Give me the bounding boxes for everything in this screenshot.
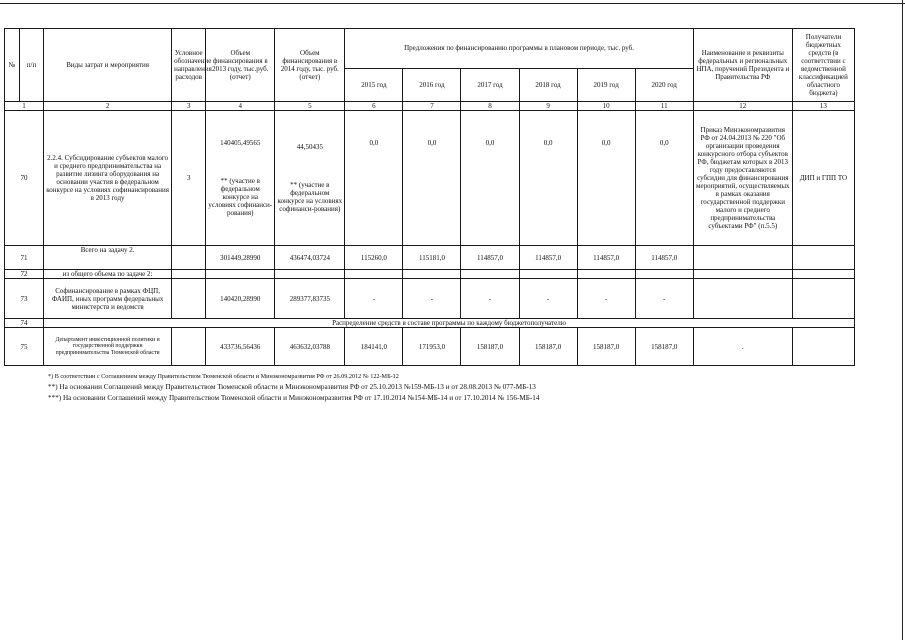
header-year: 2015 год <box>345 69 403 102</box>
year-value: 114857,0 <box>635 246 693 270</box>
empty-cell <box>172 246 206 270</box>
col-number: 4 <box>206 102 275 111</box>
row-number: 71 <box>5 246 44 270</box>
row-number: 72 <box>5 270 44 279</box>
year-value: 158187,0 <box>461 328 519 366</box>
col-number: 12 <box>693 102 792 111</box>
header-cond: Условное обозначение направления расходов <box>172 29 206 102</box>
empty-cell <box>792 246 854 270</box>
table-row <box>5 246 855 270</box>
header-vol2013: Объем финансирования в 2013 году, тыс.руб. (отчет) <box>206 29 275 102</box>
value-2013: 301449,28990 <box>206 246 275 270</box>
row-title: 2.2.4. Субсидирование субъектов малого и среднего предпринимательства на развитие лизинга оборудования на основании участия в федеральном конкурсе на условиях софинансирования в 2013 году <box>44 111 172 246</box>
col-number: 9 <box>519 102 577 111</box>
header-year: 2016 год <box>403 69 461 102</box>
empty-cell <box>172 270 206 279</box>
value-2014: 44,50435 <box>296 142 323 151</box>
year-value: - <box>403 279 461 319</box>
row-cond: 3 <box>172 111 206 246</box>
col-number: 7 <box>403 102 461 111</box>
row-title: Софинансирование в рамках ФЦП, ФАИП, иных программ федеральных министерств и ведомств <box>44 279 172 319</box>
header-year: 2018 год <box>519 69 577 102</box>
year-value: 0,0 <box>461 111 519 246</box>
year-value: - <box>635 279 693 319</box>
npa-reference: Приказ Минэкономразвития РФ от 24.04.2013 № 220 "Об организации проведения конкурсного отбора субъектов РФ, бюджетам которых в 2013 году предоставляются субсидии для финансирования мероприятий, осуществляемых в рамках оказания государственной поддержки малого и среднего предпринимательства субъектами РФ" (п.5.5) <box>693 111 792 246</box>
empty-cell <box>275 270 345 279</box>
table-row <box>5 328 855 366</box>
year-value: 158187,0 <box>635 328 693 366</box>
year-value: 171953,0 <box>403 328 461 366</box>
row-title: из общего объема по задаче 2: <box>44 270 172 279</box>
value-2014: 436474,03724 <box>275 246 345 270</box>
header-row <box>5 29 855 69</box>
footnotes <box>48 371 868 404</box>
header-num: № <box>5 29 20 102</box>
empty-cell <box>519 270 577 279</box>
header-npa: Наименование и реквизиты федеральных и региональных НПА, поручений Президента и Правительства РФ <box>693 29 792 102</box>
header-proposals: Предложения по финансированию программы в плановом периоде, тыс. руб. <box>345 29 693 69</box>
column-numbers-row <box>5 102 855 111</box>
empty-cell <box>792 328 854 366</box>
year-value: 0,0 <box>519 111 577 246</box>
row-title: Департамент инвестиционной политики и государственной поддержки предпринимательства Тюменской области <box>44 328 172 366</box>
year-value: 115260,0 <box>345 246 403 270</box>
empty-cell <box>792 270 854 279</box>
header-pp: п/п <box>20 29 44 102</box>
col-number: 8 <box>461 102 519 111</box>
year-value: 114857,0 <box>461 246 519 270</box>
header-kind: Виды затрат и мероприятия <box>44 29 172 102</box>
year-value: 114857,0 <box>519 246 577 270</box>
empty-cell <box>461 270 519 279</box>
row-v2014 <box>275 111 345 246</box>
col-number: 5 <box>275 102 345 111</box>
col-number: 11 <box>635 102 693 111</box>
header-year: 2019 год <box>577 69 635 102</box>
row-number: 73 <box>5 279 44 319</box>
year-value: 0,0 <box>345 111 403 246</box>
recipient: ДИП и ГПП ТО <box>792 111 854 246</box>
empty-cell <box>172 328 206 366</box>
empty-cell <box>577 270 635 279</box>
col-number: 1 <box>5 102 44 111</box>
empty-cell <box>635 270 693 279</box>
year-value: 0,0 <box>635 111 693 246</box>
value-2013: 433736,56436 <box>206 328 275 366</box>
recipient-mark: . <box>693 328 792 366</box>
footnote: ***) На основании Соглашений между Правительством Тюменской области и Минэкономразвития РФ от 17.10.2014 №154-МБ-14 и от 17.10.2014 № 156-МБ-14 <box>48 394 540 402</box>
col-number: 13 <box>792 102 854 111</box>
empty-cell <box>345 270 403 279</box>
note-2013: ** (участие в федеральном конкурсе на условиях софинанси-рования) <box>208 176 273 218</box>
row-v2013 <box>206 111 275 246</box>
header-vol2014: Объем финансирования в 2014 году, тыс. руб. (отчет) <box>275 29 345 102</box>
page-top-border <box>0 3 905 4</box>
table-row <box>5 111 855 246</box>
year-value: 114857,0 <box>577 246 635 270</box>
value-2014: 463632,03788 <box>275 328 345 366</box>
year-value: 0,0 <box>577 111 635 246</box>
empty-cell <box>172 279 206 319</box>
year-value: - <box>577 279 635 319</box>
year-value: 158187,0 <box>519 328 577 366</box>
row-number: 74 <box>5 319 44 328</box>
col-number: 3 <box>172 102 206 111</box>
value-2013: 140420,28990 <box>206 279 275 319</box>
col-number: 10 <box>577 102 635 111</box>
empty-cell <box>206 270 275 279</box>
footnote: *) В соответствии с Соглашением между Правительством Тюменской области и Минэкономразвития РФ от 26.09.2012 № 122-МБ-12 <box>48 373 399 380</box>
row-number: 70 <box>5 111 44 246</box>
col-number: 6 <box>345 102 403 111</box>
row-title: Всего на задачу 2. <box>44 246 172 270</box>
year-value: 0,0 <box>403 111 461 246</box>
empty-cell <box>792 279 854 319</box>
empty-cell <box>693 279 792 319</box>
section-title: Распределение средств в составе программы по каждому бюджетополучателю <box>44 319 855 328</box>
header-year: 2020 год <box>635 69 693 102</box>
value-2013: 140405,49565 <box>220 138 261 147</box>
year-value: - <box>461 279 519 319</box>
year-value: - <box>345 279 403 319</box>
year-value: 115181,0 <box>403 246 461 270</box>
header-recipients: Получатели бюджетных средств (в соответствии с ведомственной классификацией областного бюджета) <box>792 29 854 102</box>
table-row <box>5 279 855 319</box>
table-row <box>5 270 855 279</box>
financing-table <box>4 28 855 366</box>
year-value: 184141,0 <box>345 328 403 366</box>
header-year: 2017 год <box>461 69 519 102</box>
row-number: 75 <box>5 328 44 366</box>
year-value: - <box>519 279 577 319</box>
page-right-border <box>902 0 903 640</box>
empty-cell <box>693 270 792 279</box>
empty-cell <box>403 270 461 279</box>
col-number: 2 <box>44 102 172 111</box>
empty-cell <box>693 246 792 270</box>
note-2014: ** (участие в федеральном конкурсе на условиях софинанси-рования) <box>277 180 343 214</box>
year-value: 158187,0 <box>577 328 635 366</box>
table-row <box>5 319 855 328</box>
value-2014: 289377,83735 <box>275 279 345 319</box>
footnote: **) На основании Соглашений между Правительством Тюменской области и Минэкономразвития РФ от 25.10.2013 №159-МБ-13 и от 28.08.2013 № 077-МБ-13 <box>48 383 536 391</box>
